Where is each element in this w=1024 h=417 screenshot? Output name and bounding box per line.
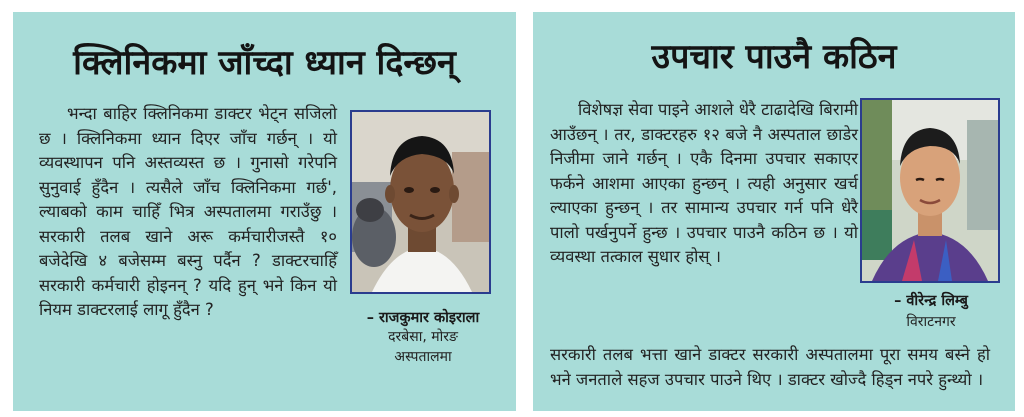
left-caption-name: – राजकुमार कोइराला [366,310,480,326]
virendra-limbu-photo [860,98,1000,283]
rajkumar-koirala-photo [350,110,491,294]
left-article-title: क्लिनिकमा जाँच्दा ध्यान दिन्छन् [73,43,456,83]
right-article-title: उपचार पाउनै कठिन [651,37,897,77]
right-article-body-bottom: सरकारी तलब भत्ता खाने डाक्टर सरकारी अस्पतालमा पूरा समय बस्ने हो भने जनताले सहज उपचार पाउने थिए । डाक्टर खोज्दै हिड्न नपरे हुन्थ्यो । [550,345,990,389]
left-caption-place-line-2: अस्पतालमा [394,349,452,365]
left-article-body: भन्दा बाहिर क्लिनिकमा डाक्टर भेट्न सजिलो छ । क्लिनिकमा ध्यान दिएर जाँच गर्छन् । यो व्यवस्थापन पनि अस्तव्यस्त छ । गुनासो गरेपनि सुनुवाई हुँदैन । त्यसैले जाँच क्लिनिकमा गर्छ', ल्याबको काम चाहिँ भित्र अस्पतालमा गराउँछु । सरकारी तलब खाने अरू कर्मचारीजस्तै १० बजेदेखि ४ बजेसम्म बस्नु पर्दैन ? डाक्टरचाहिँ सरकारी कर्मचारी होइनन् ? यदि हुन् भने किन यो नियम डाक्टरलाई लागू हुँदैन ? [39,104,337,319]
left-article-panel [13,12,516,411]
right-article-panel [533,12,1015,411]
right-article-body-top: विशेषज्ञ सेवा पाइने आशले धेरै टाढादेखि बिरामी आउँछन् । तर, डाक्टरहरु १२ बजे नै अस्पताल छाडेर निजीमा जाने गर्छन् । एकै दिनमा उपचार सकाएर फर्कने आशमा आएका हुन्छन् । त्यही अनुसार खर्च ल्याएका हुन्छन् । तर सामान्य उपचार गर्न पनि धेरै पालो पर्खनुपर्ने हुन्छ । उपचार पाउनै कठिन छ । यो व्यवस्था तत्काल सुधार होस् । [550,100,858,266]
left-caption-place [343,327,503,367]
left-caption-place-line-1: दरबेसा, मोरङ [388,329,458,345]
right-caption-name: – वीरेन्द्र लिम्बु [894,293,968,309]
right-caption-place: विराटनगर [906,314,956,330]
